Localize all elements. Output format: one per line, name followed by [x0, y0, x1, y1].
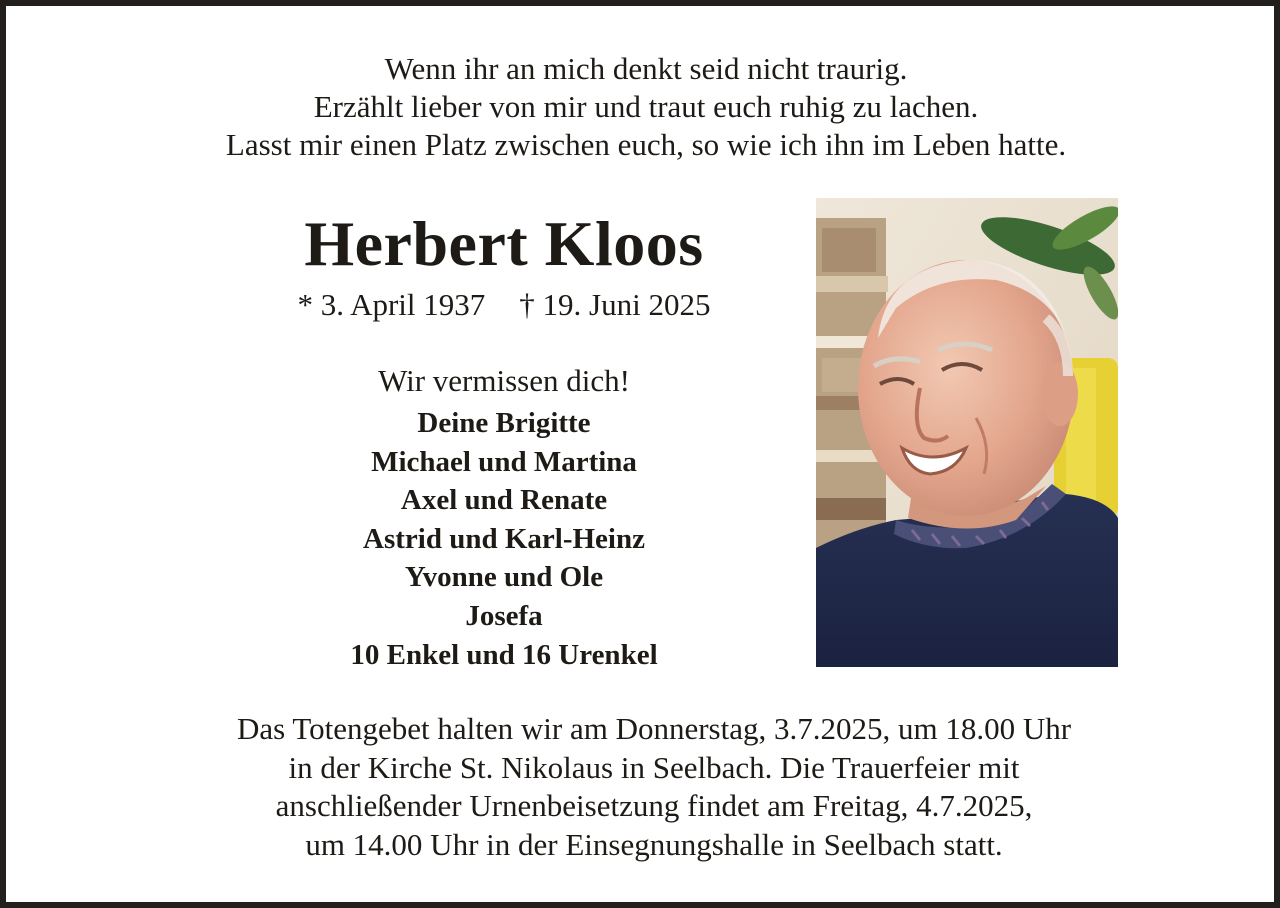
life-dates	[236, 286, 772, 324]
mourner-line: Deine Brigitte	[417, 407, 591, 439]
service-line: anschließender Urnenbeisetzung findet am Freitag, 4.7.2025,	[275, 788, 1033, 823]
mourner-line: Yvonne und Ole	[404, 561, 604, 594]
mourner-line: Josefa	[465, 599, 543, 632]
mourner-line: 10 Enkel und 16 Urenkel	[350, 638, 658, 671]
poem-line: Wenn ihr an mich denkt seid nicht traurig.	[384, 51, 908, 86]
mourners-list	[236, 404, 772, 674]
portrait-photo	[816, 198, 1118, 667]
service-announcement	[6, 710, 1280, 864]
deceased-name: Herbert Kloos	[304, 208, 704, 279]
poem-line: Lasst mir einen Platz zwischen euch, so wie ich ihn im Leben hatte.	[225, 127, 1067, 162]
service-line: Das Totengebet halten wir am Donnerstag, 3.7.2025, um 18.00 Uhr	[236, 711, 1072, 746]
service-line: in der Kirche St. Nikolaus in Seelbach. Die Trauerfeier mit	[288, 749, 1020, 785]
farewell-message: Wir vermissen dich!	[378, 363, 630, 398]
mourner-line: Astrid und Karl-Heinz	[363, 522, 645, 555]
birth-date: * 3. April 1937	[297, 287, 486, 322]
poem-line: Erzählt lieber von mir und traut euch ruhig zu lachen.	[313, 89, 979, 124]
poem	[6, 50, 1280, 164]
service-line: um 14.00 Uhr in der Einsegnungshalle in Seelbach statt.	[305, 826, 1003, 862]
mourner-line: Axel und Renate	[400, 484, 608, 517]
mourner-line: Michael und Martina	[371, 445, 637, 478]
death-date: † 19. Juni 2025	[519, 287, 711, 322]
